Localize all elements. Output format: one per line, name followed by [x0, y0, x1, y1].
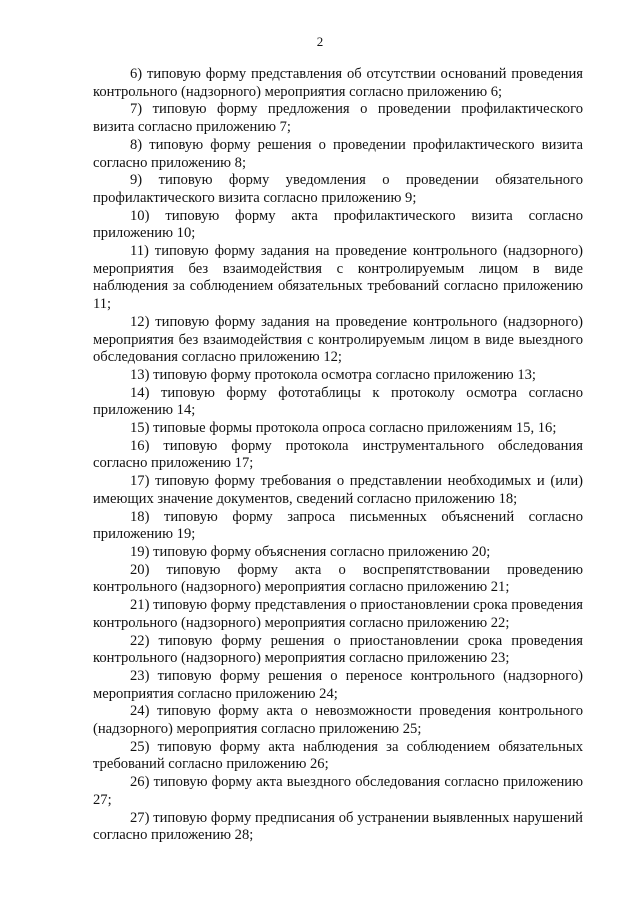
list-item: 6) типовую форму представления об отсутствии оснований проведения контрольного (надзорного) мероприятия согласно приложению 6; — [93, 66, 583, 100]
list-item: 11) типовую форму задания на проведение контрольного (надзорного) мероприятия без взаимодействия с контролируемым лицом в виде наблюдения за соблюдением обязательных требований согласно приложению 11; — [93, 243, 583, 313]
list-item: 26) типовую форму акта выездного обследования согласно приложению 27; — [93, 774, 583, 808]
list-item: 14) типовую форму фототаблицы к протоколу осмотра согласно приложению 14; — [93, 384, 583, 419]
list-item: 10) типовую форму акта профилактического визита согласно приложению 10; — [93, 207, 583, 242]
list-item: 12) типовую форму задания на проведение контрольного (надзорного) мероприятия без взаимодействия с контролируемым лицом в виде выездного обследования согласно приложению 12; — [93, 313, 583, 366]
list-item: 22) типовую форму решения о приостановлении срока проведения контрольного (надзорного) мероприятия согласно приложению 23; — [93, 632, 583, 667]
list-item: 17) типовую форму требования о представлении необходимых и (или) имеющих значение документов, сведений согласно приложению 18; — [93, 473, 583, 507]
list-item: 9) типовую форму уведомления о проведении обязательного профилактического визита согласно приложению 9; — [93, 172, 583, 206]
list-item: 18) типовую форму запроса письменных объяснений согласно приложению 19; — [93, 508, 583, 543]
list-item: 20) типовую форму акта о воспрепятствовании проведению контрольного (надзорного) мероприятия согласно приложению 21; — [93, 561, 583, 596]
list-item: 13) типовую форму протокола осмотра согласно приложению 13; — [130, 366, 536, 383]
page-number: 2 — [316, 34, 324, 49]
list-item: 25) типовую форму акта наблюдения за соблюдением обязательных требований согласно приложению 26; — [93, 738, 583, 773]
list-item: 23) типовую форму решения о переносе контрольного (надзорного) мероприятия согласно приложению 24; — [93, 667, 583, 702]
list-item: 8) типовую форму решения о проведении профилактического визита согласно приложению 8; — [93, 136, 583, 171]
list-item: 19) типовую форму объяснения согласно приложению 20; — [130, 543, 491, 560]
list-item: 24) типовую форму акта о невозможности проведения контрольного (надзорного) мероприятия согласно приложению 25; — [93, 703, 583, 738]
list-item: 7) типовую форму предложения о проведении профилактического визита согласно приложению 7; — [93, 101, 583, 136]
list-item: 21) типовую форму представления о приостановлении срока проведения контрольного (надзорного) мероприятия согласно приложению 22; — [93, 597, 583, 631]
list-item: 15) типовые формы протокола опроса согласно приложениям 15, 16; — [130, 420, 557, 437]
list-item: 16) типовую форму протокола инструментального обследования согласно приложению 17; — [93, 437, 583, 472]
list-item: 27) типовую форму предписания об устранении выявленных нарушений согласно приложению 28; — [93, 809, 583, 844]
document-body — [93, 66, 583, 845]
